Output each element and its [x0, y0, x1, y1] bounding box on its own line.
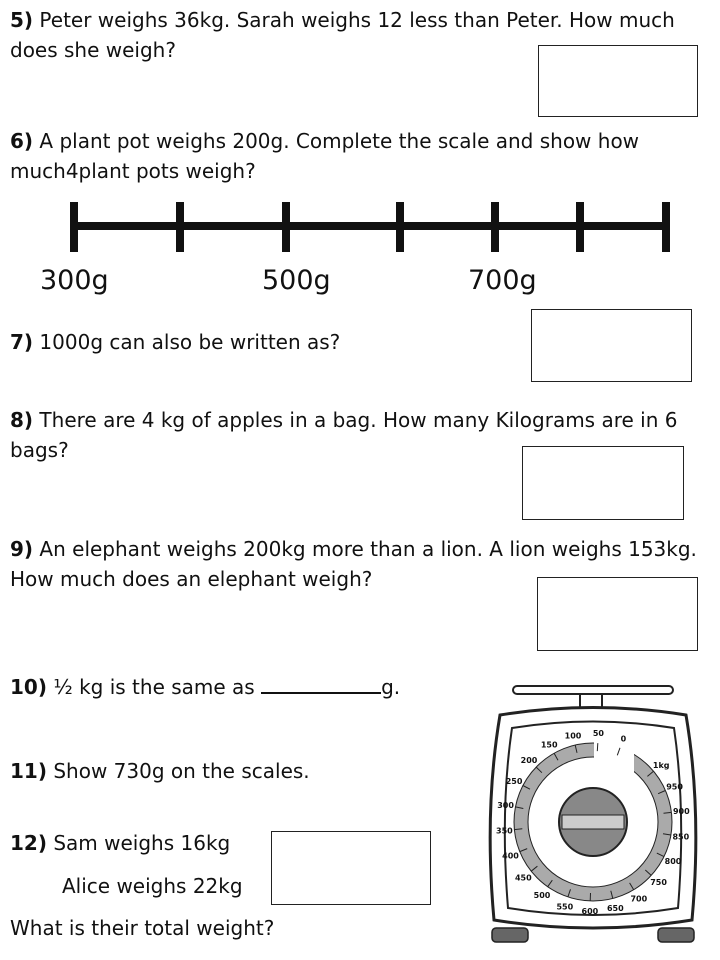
- dial-gap: [594, 742, 634, 782]
- dial-label: 950: [666, 782, 683, 792]
- question-12-line-2: Alice weighs 22kg: [62, 874, 243, 898]
- question-number: 9): [10, 537, 34, 561]
- answer-box-7[interactable]: [531, 309, 692, 382]
- question-6: [10, 126, 710, 186]
- question-line-1: Sam weighs 16kg: [53, 831, 231, 855]
- question-number: 6): [10, 129, 34, 153]
- question-text: A plant pot weighs 200g. Complete the scale and show how much4plant pots weigh?: [10, 129, 640, 183]
- answer-blank-10[interactable]: [261, 674, 381, 694]
- number-line-tick: [282, 202, 290, 252]
- number-line-tick: [491, 202, 499, 252]
- dial-label: 900: [672, 807, 690, 817]
- number-line-tick: [396, 202, 404, 252]
- question-12: [10, 828, 270, 858]
- answer-box-12[interactable]: [271, 831, 431, 905]
- question-number: 11): [10, 759, 47, 783]
- scale-platform: [513, 686, 673, 694]
- dial-label: 1kg: [652, 760, 670, 770]
- question-text-before: ½ kg is the same as: [53, 675, 255, 699]
- kitchen-scale: [470, 680, 720, 950]
- scale-label-700g: 700g: [468, 265, 537, 296]
- question-7: [10, 327, 510, 357]
- dial-tick: [597, 743, 598, 751]
- question-12-line-3: What is their total weight?: [10, 916, 275, 940]
- question-number: 7): [10, 330, 34, 354]
- answer-box-8[interactable]: [522, 446, 684, 520]
- number-line-tick: [576, 202, 584, 252]
- question-text-after: g.: [381, 675, 401, 699]
- answer-box-9[interactable]: [537, 577, 698, 651]
- dial-label: 400: [502, 851, 519, 861]
- dial-label: 500: [533, 890, 551, 900]
- dial-label: 850: [672, 832, 690, 842]
- question-number: 8): [10, 408, 34, 432]
- answer-box-5[interactable]: [538, 45, 698, 117]
- dial-label: 350: [496, 826, 513, 836]
- dial-label: 50: [592, 729, 604, 739]
- scale-post: [580, 694, 602, 708]
- question-10: [10, 672, 470, 702]
- dial-label: 300: [497, 801, 514, 810]
- dial-label: 0: [620, 734, 627, 744]
- question-number: 12): [10, 831, 47, 855]
- question-text: An elephant weighs 200kg more than a lion. A lion weighs 153kg. How much does an elephant weigh?: [10, 537, 697, 591]
- scale-label-300g: 300g: [40, 265, 109, 296]
- dial-label: 600: [581, 906, 599, 916]
- question-text: 1000g can also be written as?: [39, 330, 341, 354]
- number-line-tick: [70, 202, 78, 252]
- question-number: 5): [10, 8, 34, 32]
- question-text: There are 4 kg of apples in a bag. How many Kilograms are in 6 bags?: [10, 408, 678, 462]
- dial-label: 150: [540, 740, 558, 750]
- dial-label: 700: [630, 894, 648, 904]
- number-line: [0, 195, 720, 260]
- dial-label: 250: [505, 776, 523, 786]
- question-text: Peter weighs 36kg. Sarah weighs 12 less than Peter. How much does she weigh?: [10, 8, 675, 62]
- scale-foot: [658, 928, 694, 942]
- dial-label: 800: [664, 857, 682, 866]
- dial-label: 550: [556, 902, 574, 912]
- dial-hub-bar: [562, 815, 624, 829]
- scale-foot: [492, 928, 528, 942]
- number-line-tick: [176, 202, 184, 252]
- question-11: [10, 756, 470, 786]
- dial-label: 650: [606, 904, 624, 914]
- question-number: 10): [10, 675, 47, 699]
- question-text: Show 730g on the scales.: [53, 759, 310, 783]
- dial-label: 200: [520, 756, 538, 766]
- scale-label-500g: 500g: [262, 265, 331, 296]
- number-line-tick: [662, 202, 670, 252]
- dial-label: 450: [514, 873, 532, 883]
- dial-label: 750: [650, 878, 667, 888]
- dial-label: 100: [564, 731, 582, 741]
